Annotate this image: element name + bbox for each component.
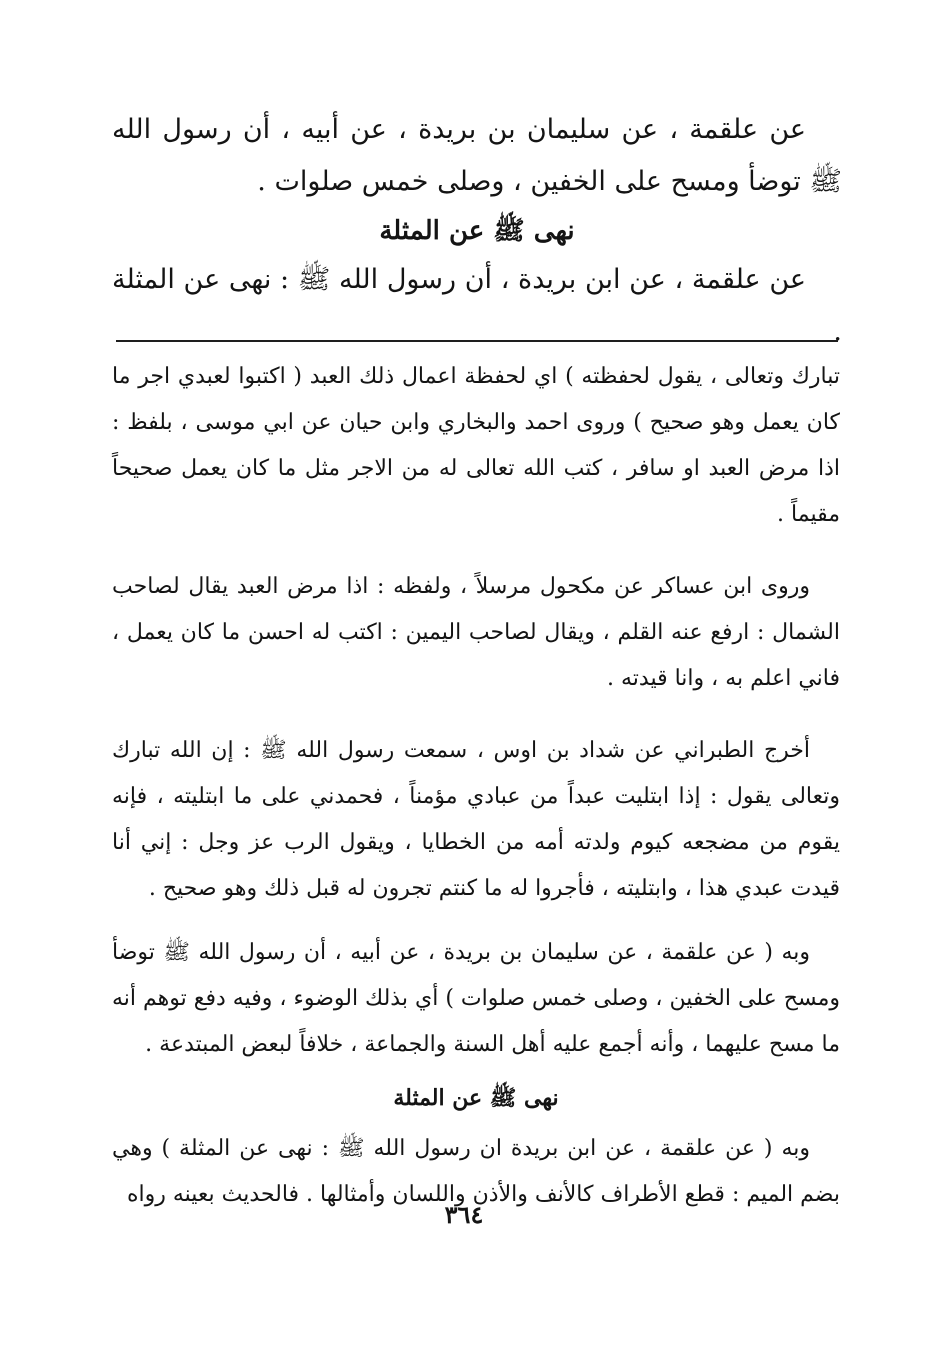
page-number: ٣٦٤ xyxy=(444,1200,484,1229)
commentary-paragraph-5: وبه ( عن علقمة ، عن ابن بريدة ان رسول الله ﷺ : نهى عن المثلة ) وهي بضم الميم : قطع الأطراف كالأنف والأذن واللسان وأمثالها . فالحديث بعينه رواه xyxy=(112,1136,840,1207)
main-paragraph-2: عن علقمة ، عن ابن بريدة ، أن رسول الله ﷺ : نهى عن المثلة . xyxy=(112,264,842,347)
commentary-text xyxy=(112,354,840,1218)
footnote-divider xyxy=(116,340,838,342)
commentary-paragraph-2: وروى ابن عساكر عن مكحول مرسلاً ، ولفظه : اذا مرض العبد يقال لصاحب الشمال : ارفع عنه القلم ، ويقال لصاحب اليمين : اكتب له احسن ما كان يعمل ، فاني اعلم به ، وانا قيدته . xyxy=(112,574,840,691)
main-paragraph-1: عن علقمة ، عن سليمان بن بريدة ، عن أبيه ، أن رسول الله ﷺ توضأ ومسح على الخفين ، وصلى خمس صلوات . xyxy=(112,114,842,197)
commentary-paragraph-3: أخرج الطبراني عن شداد بن اوس ، سمعت رسول الله ﷺ : إن الله تبارك وتعالى يقول : إذا ابتليت عبداً من عبادي مؤمناً ، فحمدني على ما ابتليته ، فإنه يقوم من مضجعه كيوم ولدته أمه من الخطايا ، ويقول الرب عز وجل : إني أنا قيدت عبدي هذا ، وابتليته ، فأجروا له ما كنتم تجرون له قبل ذلك وهو صحيح . xyxy=(112,738,840,901)
main-text xyxy=(112,104,842,358)
main-section-heading: نهى ﷺ عن المثلة xyxy=(379,216,575,246)
commentary-paragraph-1: تبارك وتعالى ، يقول لحفظته ) اي لحفظة اعمال ذلك العبد ( اكتبوا لعبدي اجر ما كان يعمل وهو صحيح ) وروى احمد والبخاري وابن حيان عن ابي موسى ، بلفظ : اذا مرض العبد او سافر ، كتب الله تعالى له من الاجر مثل ما كان يعمل صحيحاً مقيماً . xyxy=(112,364,840,527)
commentary-section-heading: نهى ﷺ عن المثلة xyxy=(393,1085,559,1111)
commentary-paragraph-4: وبه ( عن علقمة ، عن سليمان بن بريدة ، عن أبيه ، أن رسول الله ﷺ توضأ ومسح على الخفين ، وصلى خمس صلوات ) أي بذلك الوضوء ، وفيه دفع توهم أنه ما مسح عليهما ، وأنه أجمع عليه أهل السنة والجماعة ، خلافاً لبعض المبتدعة . xyxy=(112,940,840,1057)
